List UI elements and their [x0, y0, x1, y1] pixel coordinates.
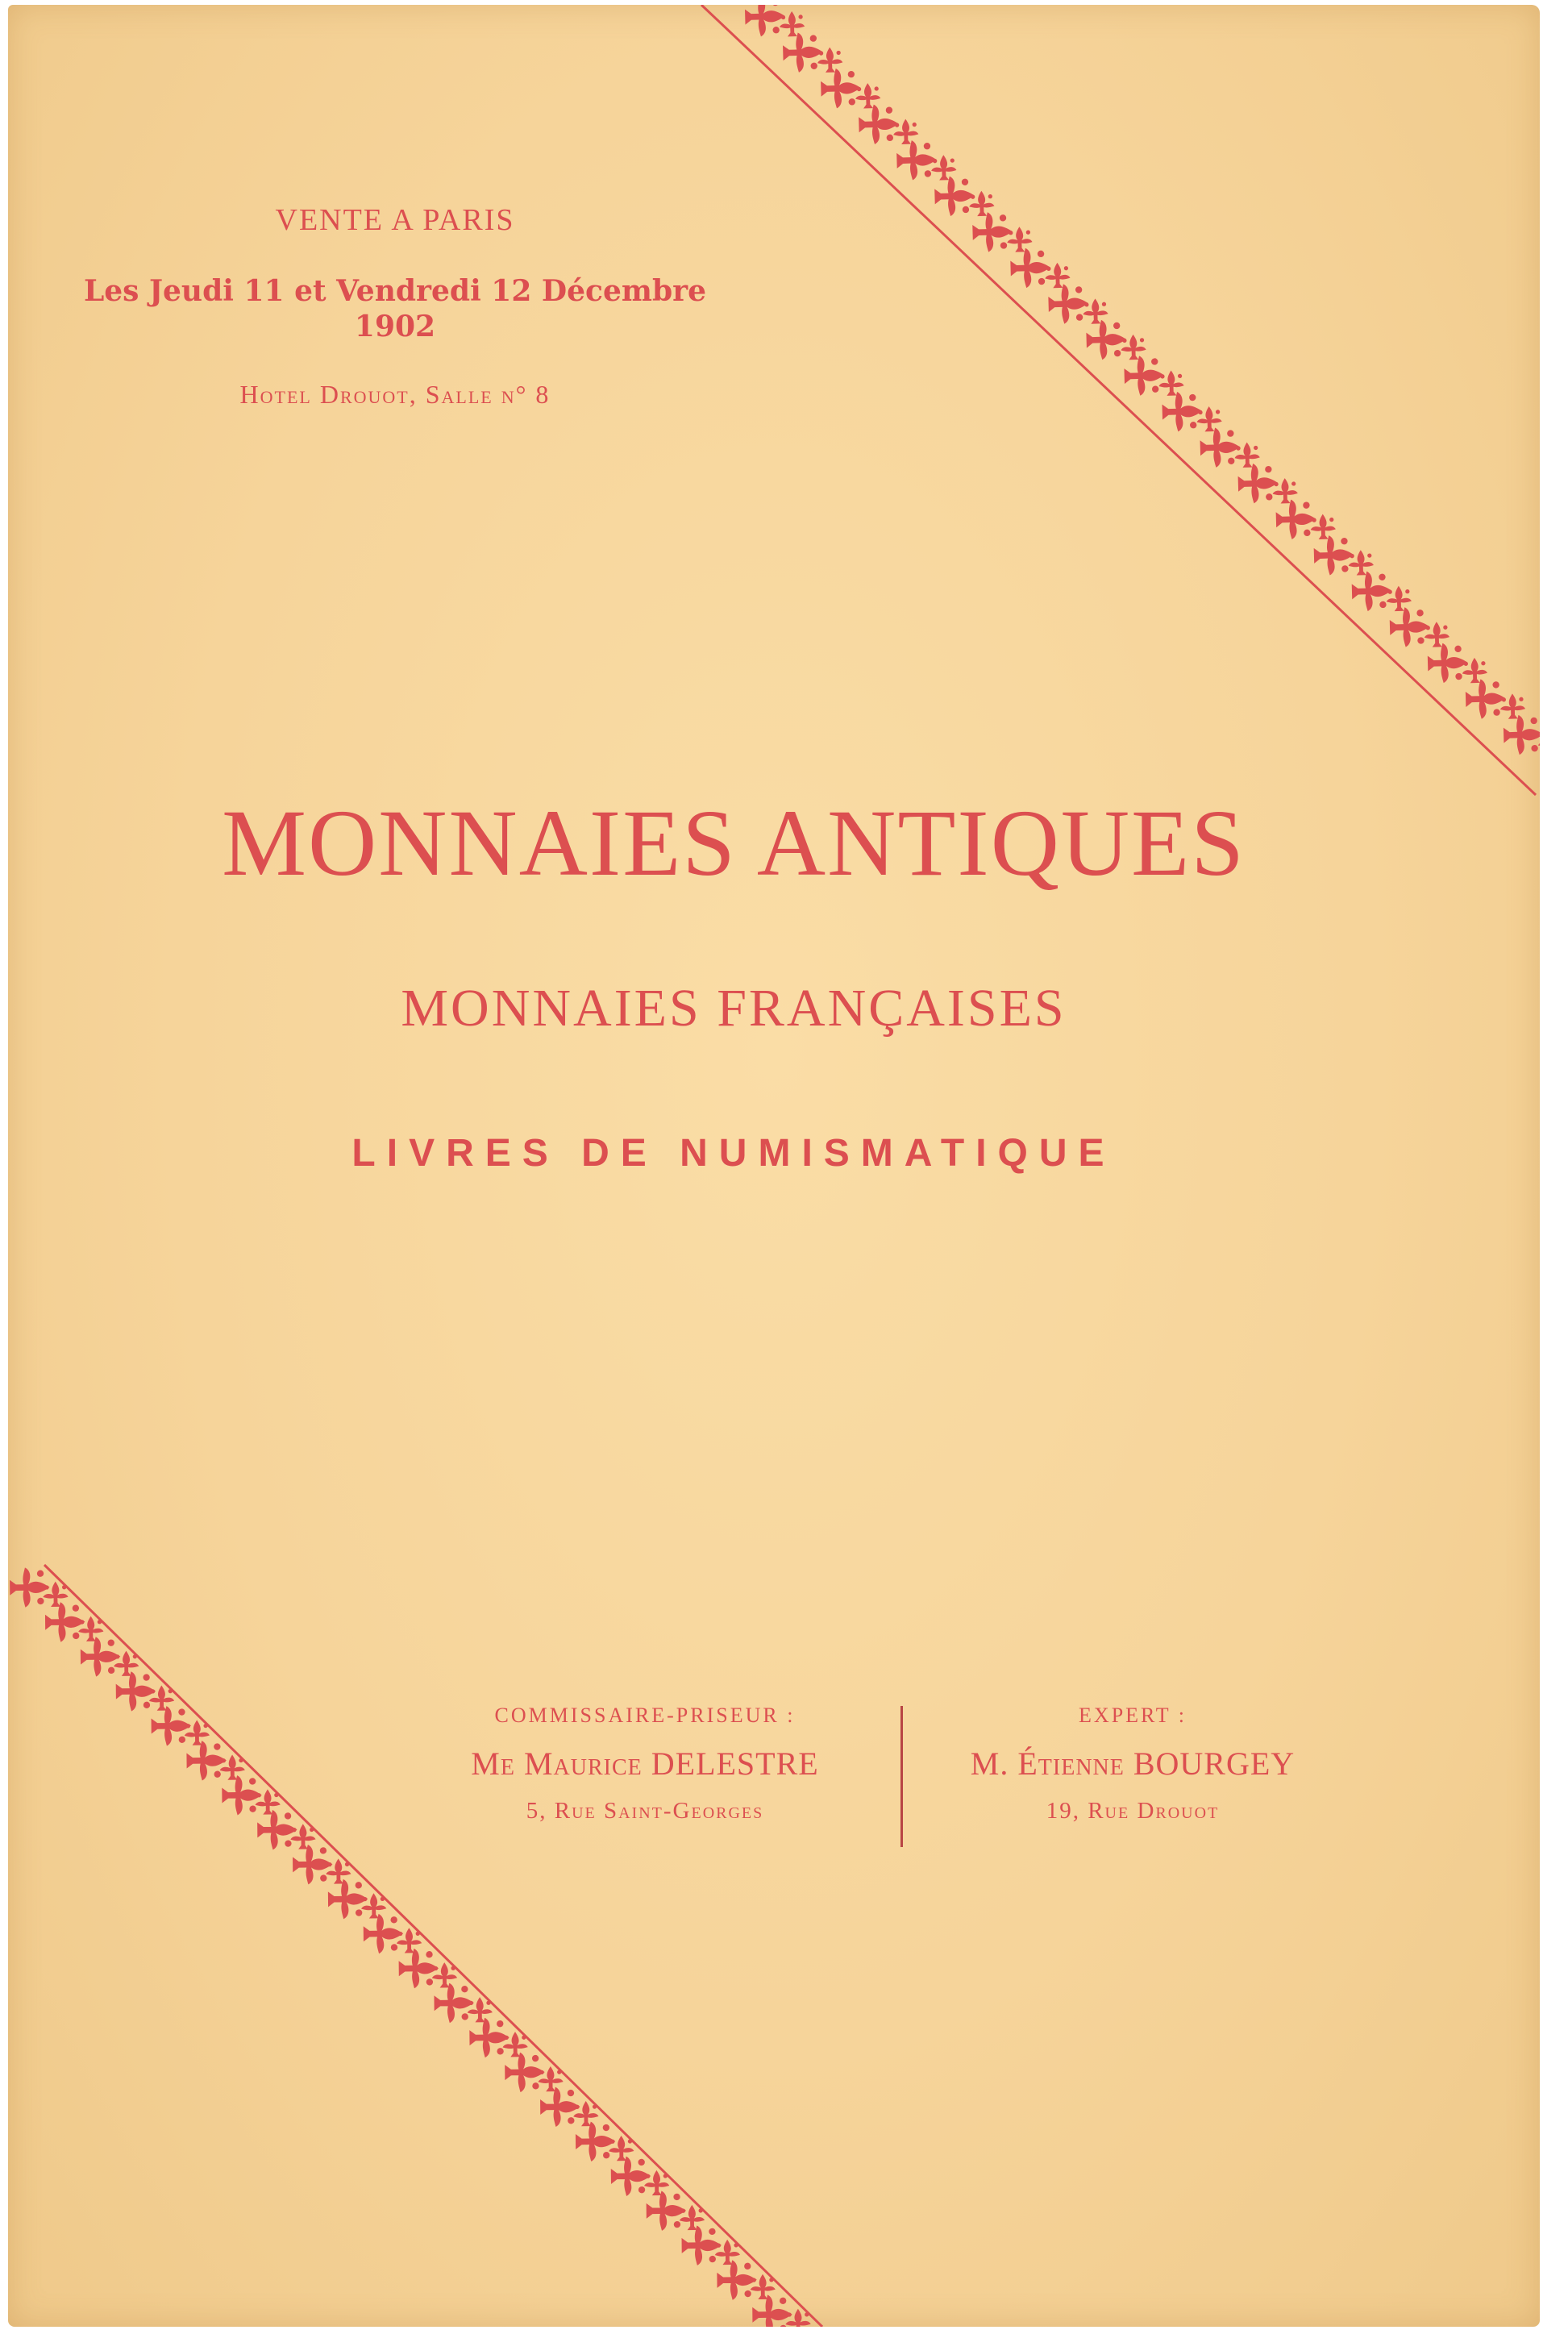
fleur-ornament-icon [502, 2032, 528, 2057]
fleur-ornament-icon [219, 1754, 245, 1780]
fleur-ornament-icon [1310, 514, 1336, 539]
fleur-ornament-icon [361, 1893, 387, 1919]
auctioneer-role: COMMISSAIRE-PRISEUR : [494, 1704, 796, 1727]
fleur-ornament-icon [434, 1982, 474, 2023]
fleur-ornament-icon [1086, 319, 1127, 360]
fleur-ornament-icon [780, 11, 805, 37]
fleur-ornament-icon [1465, 678, 1506, 719]
expert-name: M. Étienne BOURGEY [970, 1745, 1296, 1782]
fleur-ornament-icon [644, 2170, 670, 2196]
auctioneer-address: 5, Rue Saint-Georges [526, 1798, 764, 1824]
fleur-ornament-icon [1007, 227, 1033, 252]
main-title: MONNAIES ANTIQUES [222, 790, 1246, 896]
fleur-ornament-icon [745, 5, 786, 37]
fleur-ornament-icon [255, 1789, 281, 1815]
fleur-ornament-icon [1503, 714, 1540, 755]
fleur-ornament-icon [750, 2274, 776, 2300]
fleur-ornament-icon [78, 1616, 104, 1641]
fleur-ornament-icon [1196, 406, 1222, 432]
expert-credit [915, 1702, 1350, 1826]
fleur-ornament-icon [609, 2136, 634, 2161]
fleur-ornament-icon [859, 104, 900, 145]
fleur-ornament-icon [43, 1582, 69, 1608]
fleur-ornament-icon [934, 176, 975, 217]
fleur-ornament-icon [1162, 391, 1203, 432]
fleur-ornament-icon [646, 2190, 686, 2231]
fleur-ornament-icon [468, 1997, 493, 2023]
sale-location: VENTE A PARIS [275, 203, 515, 237]
fleur-ornament-icon [972, 211, 1013, 252]
catalogue-cover [8, 5, 1540, 2327]
fleur-ornament-icon [896, 139, 938, 181]
fleur-ornament-icon [290, 1824, 316, 1849]
sub-title: MONNAIES FRANÇAISES [401, 979, 1067, 1038]
fleur-ornament-icon [326, 1858, 351, 1884]
fleur-ornament-icon [611, 2156, 651, 2196]
fleur-ornament-icon [469, 2017, 509, 2057]
fleur-ornament-icon [1499, 693, 1525, 719]
fleur-ornament-icon [1048, 283, 1089, 324]
garland-rule [44, 1565, 822, 2327]
auctioneer-credit [411, 1702, 879, 1826]
fleur-ornament-icon [1121, 335, 1146, 360]
fleur-ornament-icon [185, 1720, 210, 1745]
fleur-ornament-icon [681, 2225, 722, 2265]
fleur-ornament-icon [680, 2205, 705, 2231]
fleur-ornament-icon [1427, 643, 1468, 684]
fleur-ornament-icon [969, 190, 995, 216]
fleur-ornament-icon [817, 47, 843, 73]
fleur-ornament-icon [257, 1810, 297, 1850]
fleur-ornament-icon [151, 1706, 191, 1746]
fleur-ornament-icon [717, 2260, 757, 2300]
fleur-ornament-icon [573, 2101, 599, 2127]
credit-divider [900, 1706, 903, 1847]
fleur-ornament-icon [1237, 463, 1279, 504]
fleur-ornament-icon [114, 1650, 139, 1676]
fleur-ornament-icon [1351, 571, 1392, 612]
fleur-ornament-icon [505, 2052, 545, 2092]
fleur-ornament-icon [432, 1962, 458, 1988]
fleur-ornament-icon [576, 2121, 616, 2161]
fleur-ornament-icon [397, 1928, 422, 1953]
sale-venue: Hotel Drouot, Salle n° 8 [239, 380, 551, 409]
fleur-ornament-icon [1348, 550, 1374, 576]
garland-rule [701, 5, 1536, 795]
fleur-ornament-icon [149, 1685, 175, 1711]
fleur-ornament-icon [1275, 499, 1316, 540]
fleur-ornament-icon [538, 2066, 564, 2092]
fleur-ornament-icon [45, 1602, 85, 1642]
fleur-ornament-icon [1424, 622, 1449, 647]
books-title: LIVRES DE NUMISMATIQUE [351, 1132, 1116, 1175]
fleur-ornament-icon [1272, 478, 1298, 504]
fleur-ornament-icon [1462, 657, 1487, 683]
fleur-ornament-icon [81, 1637, 121, 1677]
fleur-ornament-icon [821, 68, 862, 109]
fleur-ornament-icon [1083, 298, 1108, 324]
fleur-ornament-icon [328, 1879, 368, 1920]
fleur-ornament-icon [855, 83, 881, 109]
sale-dates: Les Jeudi 11 et Vendredi 12 Décembre 1902 [83, 274, 707, 343]
fleur-ornament-icon [1234, 442, 1260, 468]
fleur-ornament-icon [293, 1845, 333, 1885]
fleur-ornament-icon [540, 2086, 580, 2127]
expert-address: 19, Rue Drouot [1046, 1798, 1220, 1824]
fleur-ornament-icon [931, 155, 957, 181]
fleur-ornament-icon [1313, 535, 1354, 576]
fleur-ornament-icon [783, 32, 824, 73]
fleur-ornament-icon [1124, 356, 1165, 397]
fleur-ornament-icon [398, 1949, 439, 1989]
fleur-ornament-icon [1200, 427, 1241, 468]
sale-header [81, 202, 709, 410]
fleur-ornament-icon [116, 1671, 156, 1712]
fleur-ornament-icon [1045, 262, 1071, 288]
fleur-ornament-icon [1010, 248, 1051, 289]
fleur-ornament-icon [222, 1775, 262, 1816]
fleur-ornament-icon [715, 2240, 741, 2265]
fleur-ornament-icon [186, 1741, 227, 1781]
fleur-ornament-icon [1389, 606, 1430, 647]
fleur-ornament-icon [752, 2294, 792, 2327]
fleur-ornament-icon [364, 1914, 404, 1954]
fleur-ornament-icon [1158, 370, 1184, 396]
expert-role: EXPERT : [1079, 1704, 1187, 1727]
auctioneer-name: Me Maurice DELESTRE [471, 1745, 819, 1782]
fleur-ornament-icon [10, 1567, 50, 1608]
fleur-ornament-icon [1386, 585, 1412, 611]
fleur-ornament-icon [893, 119, 919, 144]
